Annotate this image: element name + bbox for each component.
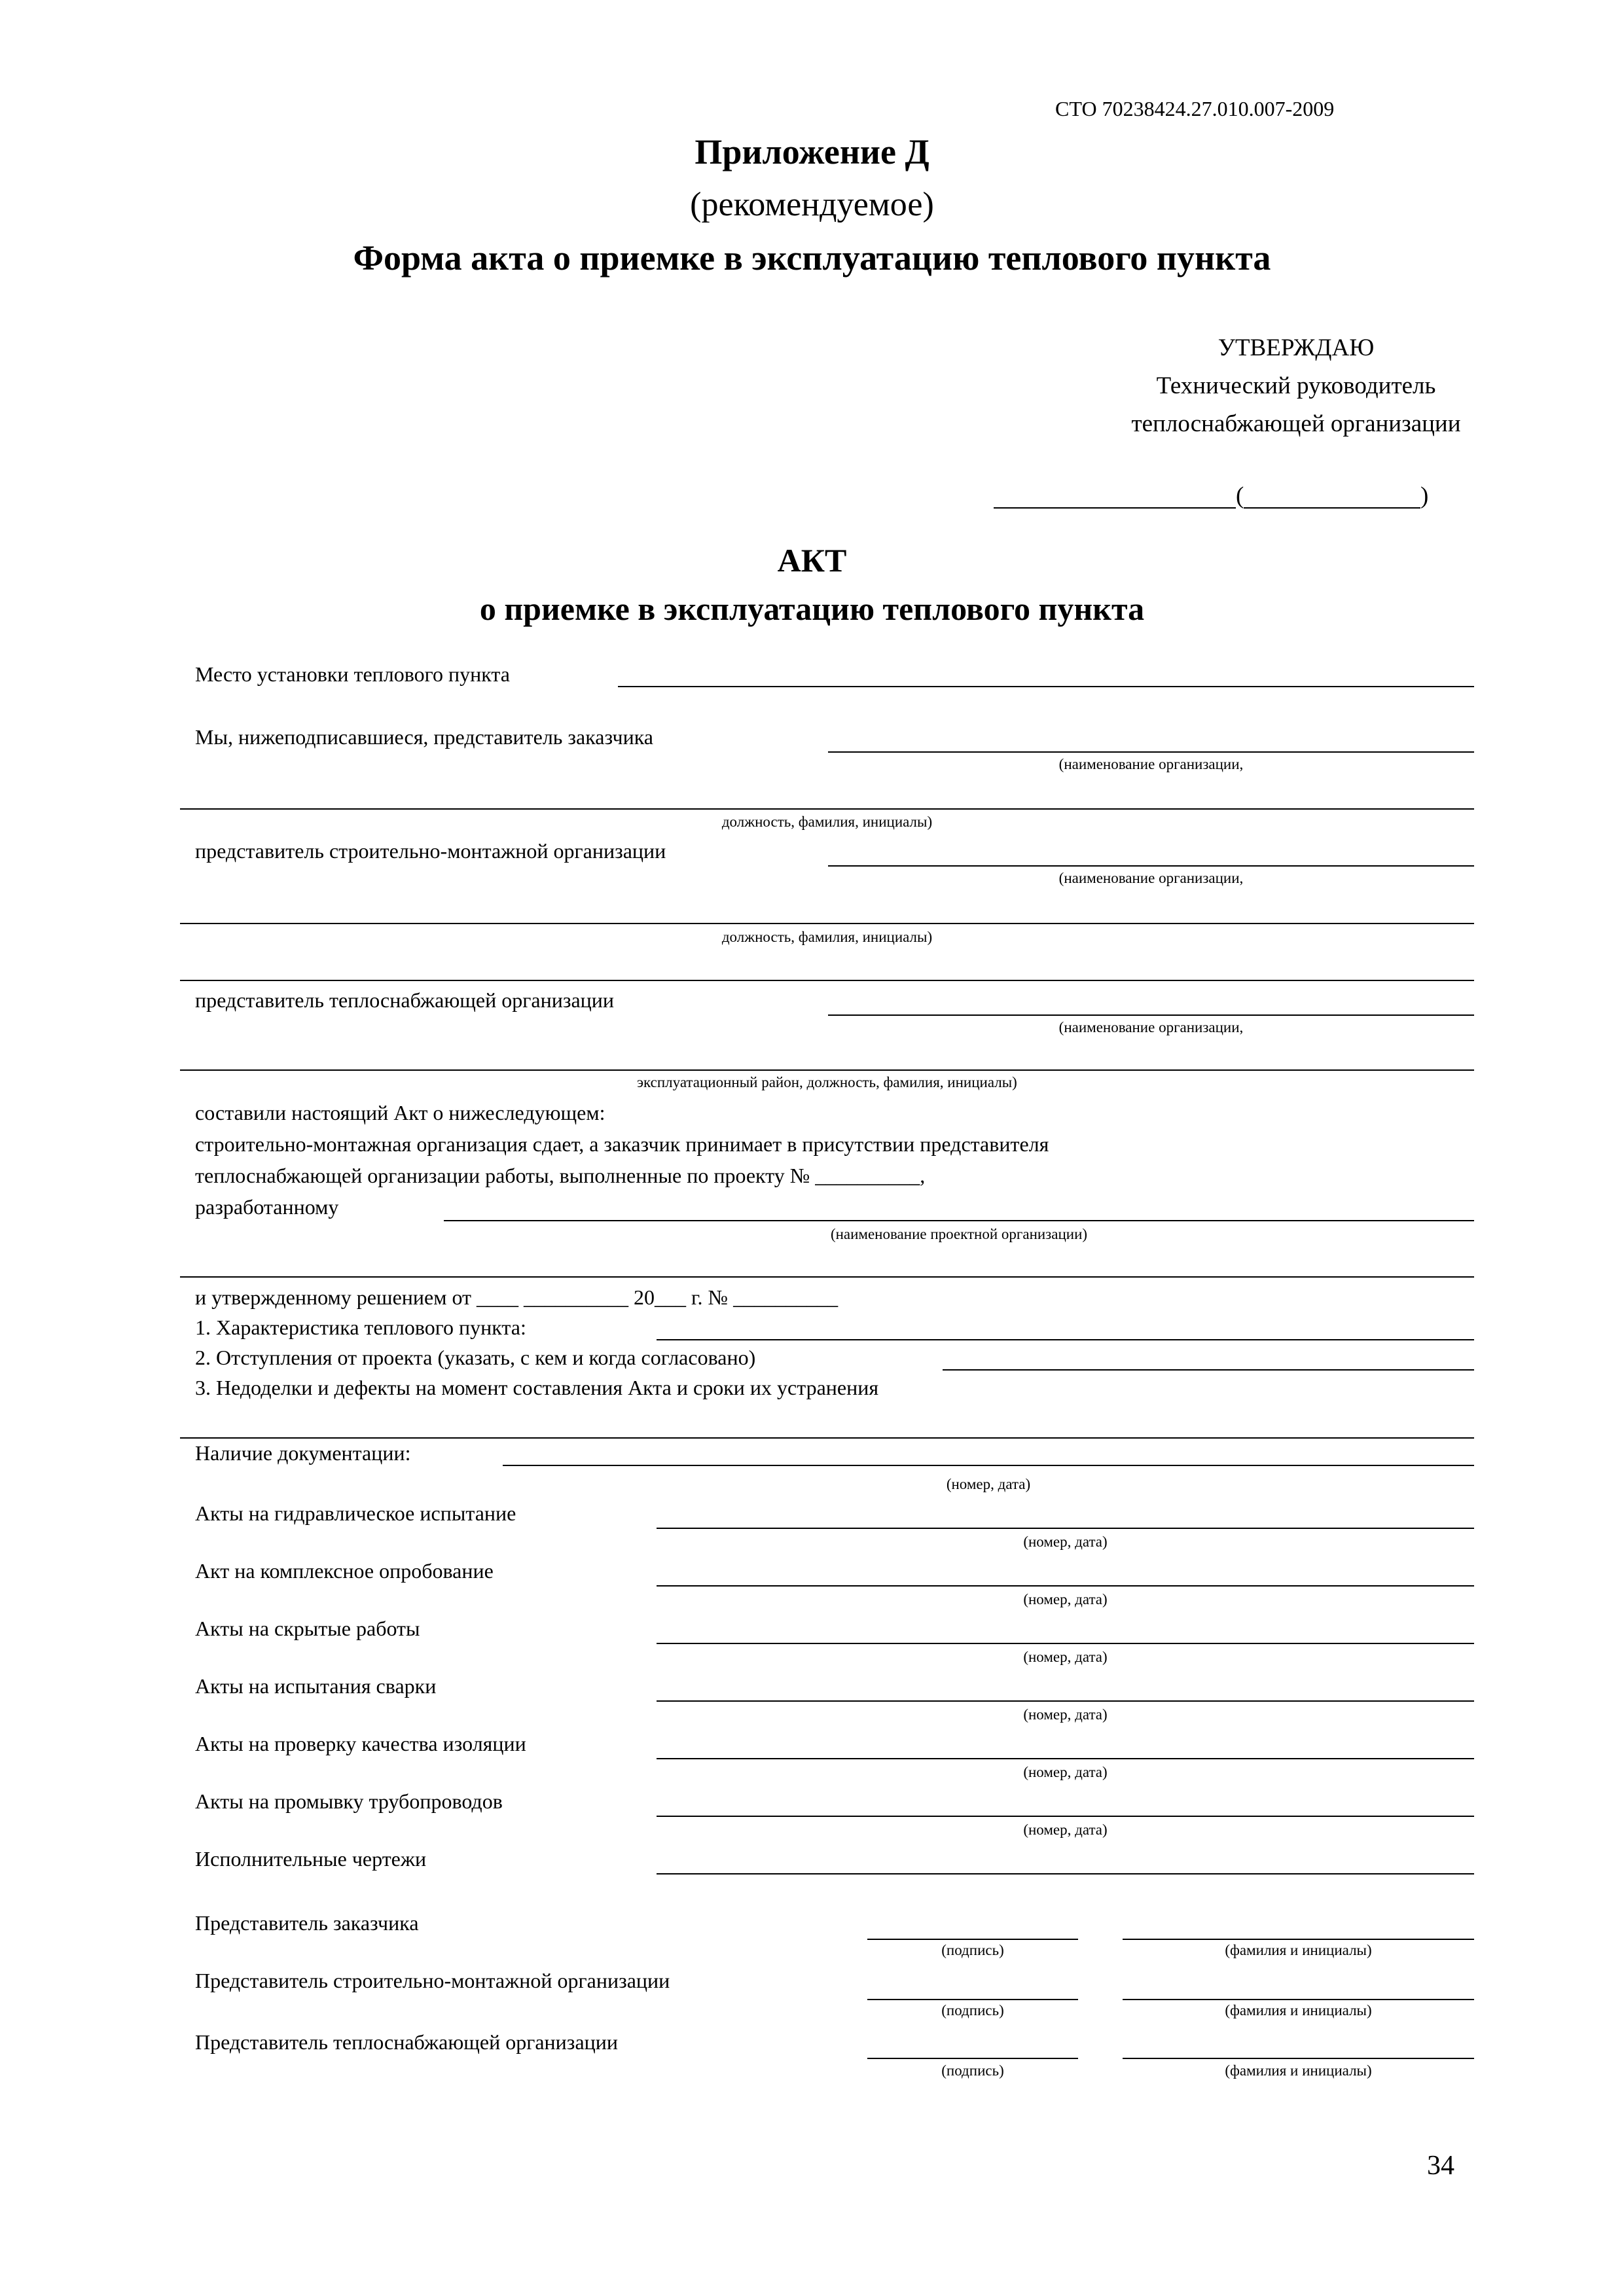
signature-hint: (подпись) — [941, 2002, 1004, 2018]
item1-label: 1. Характеристика теплового пункта: — [195, 1316, 526, 1339]
approver-open-paren: ( — [1236, 482, 1244, 509]
location-field-line[interactable] — [618, 686, 1474, 687]
name-hint: (фамилия и инициалы) — [1225, 2002, 1372, 2018]
name-hint: (фамилия и инициалы) — [1225, 1942, 1372, 1958]
doc-item-line[interactable] — [657, 1873, 1474, 1874]
composed-text: составили настоящий Акт о нижеследующем: — [195, 1101, 605, 1124]
name-line[interactable] — [1123, 1999, 1474, 2000]
doc-item-hint: (номер, дата) — [1023, 1764, 1108, 1780]
page-number: 34 — [1427, 2151, 1454, 2181]
doc-item-label: Акты на испытания сварки — [195, 1674, 437, 1698]
signature-rep-label: Представитель теплоснабжающей организации — [195, 2030, 619, 2054]
doc-item-hint: (номер, дата) — [1023, 1534, 1108, 1550]
paragraph-line1: строительно-монтажная организация сдает, а заказчик принимает в присутствии представителя — [195, 1132, 1049, 1156]
approver-signature-line — [994, 507, 1236, 509]
signature-line[interactable] — [867, 1999, 1078, 2000]
developed-label: разработанному — [195, 1195, 339, 1219]
doc-item-label: Исполнительные чертежи — [195, 1847, 427, 1871]
design-org-hint: (наименование проектной организации) — [830, 1226, 1088, 1242]
construction-org-hint: (наименование организации, — [1058, 870, 1244, 886]
doc-item-line[interactable] — [657, 1758, 1474, 1759]
approver-position-line2: теплоснабжающей организации — [1131, 410, 1461, 437]
signature-line[interactable] — [867, 2058, 1078, 2059]
paragraph-line2: теплоснабжающей организации работы, выполненные по проекту № __________, — [195, 1164, 926, 1187]
customer-org-hint: (наименование организации, — [1058, 756, 1244, 772]
doc-item-line[interactable] — [657, 1643, 1474, 1644]
act-subtitle: о приемке в эксплуатацию теплового пункта — [479, 590, 1145, 627]
item3-line[interactable] — [180, 1437, 1474, 1439]
document-code: СТО 70238424.27.010.007-2009 — [1055, 97, 1335, 120]
construction-extra-line[interactable] — [180, 980, 1474, 981]
item3-label: 3. Недоделки и дефекты на момент составления Акта и сроки их устранения — [195, 1376, 879, 1399]
signature-rep-label: Представитель заказчика — [195, 1911, 419, 1935]
item2-line[interactable] — [943, 1369, 1474, 1371]
signature-hint: (подпись) — [941, 2062, 1004, 2079]
design-org-extra-line[interactable] — [180, 1276, 1474, 1278]
customer-rep-label: Мы, нижеподписавшиеся, представитель заказчика — [195, 725, 653, 749]
name-line[interactable] — [1123, 1939, 1474, 1940]
form-title: Форма акта о приемке в эксплуатацию теплового пункта — [353, 238, 1271, 278]
doc-item-line[interactable] — [657, 1816, 1474, 1817]
documentation-line[interactable] — [503, 1465, 1474, 1466]
name-hint: (фамилия и инициалы) — [1225, 2062, 1372, 2079]
heat-person-line[interactable] — [180, 1069, 1474, 1071]
signature-hint: (подпись) — [941, 1942, 1004, 1958]
customer-org-line[interactable] — [828, 751, 1474, 753]
design-org-line[interactable] — [444, 1220, 1474, 1221]
item2-label: 2. Отступления от проекта (указать, с кем и когда согласовано) — [195, 1346, 756, 1369]
appendix-note: (рекомендуемое) — [690, 186, 934, 223]
signature-line[interactable] — [867, 1939, 1078, 1940]
doc-item-hint: (номер, дата) — [1023, 1706, 1108, 1723]
doc-item-hint: (номер, дата) — [1023, 1649, 1108, 1665]
documentation-label: Наличие документации: — [195, 1441, 411, 1465]
heat-org-line[interactable] — [828, 1014, 1474, 1016]
doc-item-hint: (номер, дата) — [1023, 1591, 1108, 1607]
act-title: АКТ — [777, 542, 847, 579]
location-label: Место установки теплового пункта — [195, 662, 510, 686]
doc-item-line[interactable] — [657, 1585, 1474, 1587]
signature-rep-label: Представитель строительно-монтажной организации — [195, 1969, 670, 1992]
doc-item-label: Акты на проверку качества изоляции — [195, 1732, 526, 1755]
doc-item-line[interactable] — [657, 1528, 1474, 1529]
approve-label: УТВЕРЖДАЮ — [1218, 334, 1375, 361]
appendix-title: Приложение Д — [695, 132, 929, 171]
heat-rep-label: представитель теплоснабжающей организации — [195, 988, 615, 1012]
construction-org-line[interactable] — [828, 865, 1474, 867]
doc-item-label: Акт на комплексное опробование — [195, 1559, 494, 1583]
heat-org-hint: (наименование организации, — [1058, 1019, 1244, 1035]
approver-position-line1: Технический руководитель — [1156, 372, 1436, 399]
doc-item-label: Акты на скрытые работы — [195, 1617, 420, 1640]
construction-rep-label: представитель строительно-монтажной организации — [195, 839, 666, 863]
approver-name-line — [1244, 507, 1420, 509]
name-line[interactable] — [1123, 2058, 1474, 2059]
doc-item-hint: (номер, дата) — [1023, 1821, 1108, 1838]
doc-item-label: Акты на гидравлическое испытание — [195, 1501, 516, 1525]
doc-item-label: Акты на промывку трубопроводов — [195, 1789, 503, 1813]
construction-person-hint: должность, фамилия, инициалы) — [721, 929, 933, 945]
heat-person-hint: эксплуатационный район, должность, фамилия, инициалы) — [637, 1074, 1017, 1090]
approver-close-paren: ) — [1420, 482, 1429, 509]
documentation-hint: (номер, дата) — [946, 1476, 1031, 1492]
customer-person-line[interactable] — [180, 808, 1474, 810]
doc-item-line[interactable] — [657, 1700, 1474, 1702]
customer-person-hint: должность, фамилия, инициалы) — [721, 814, 933, 830]
construction-person-line[interactable] — [180, 923, 1474, 924]
approved-decision-text: и утвержденному решением от ____ __________ 20___ г. № __________ — [195, 1285, 839, 1309]
item1-line[interactable] — [657, 1339, 1474, 1340]
